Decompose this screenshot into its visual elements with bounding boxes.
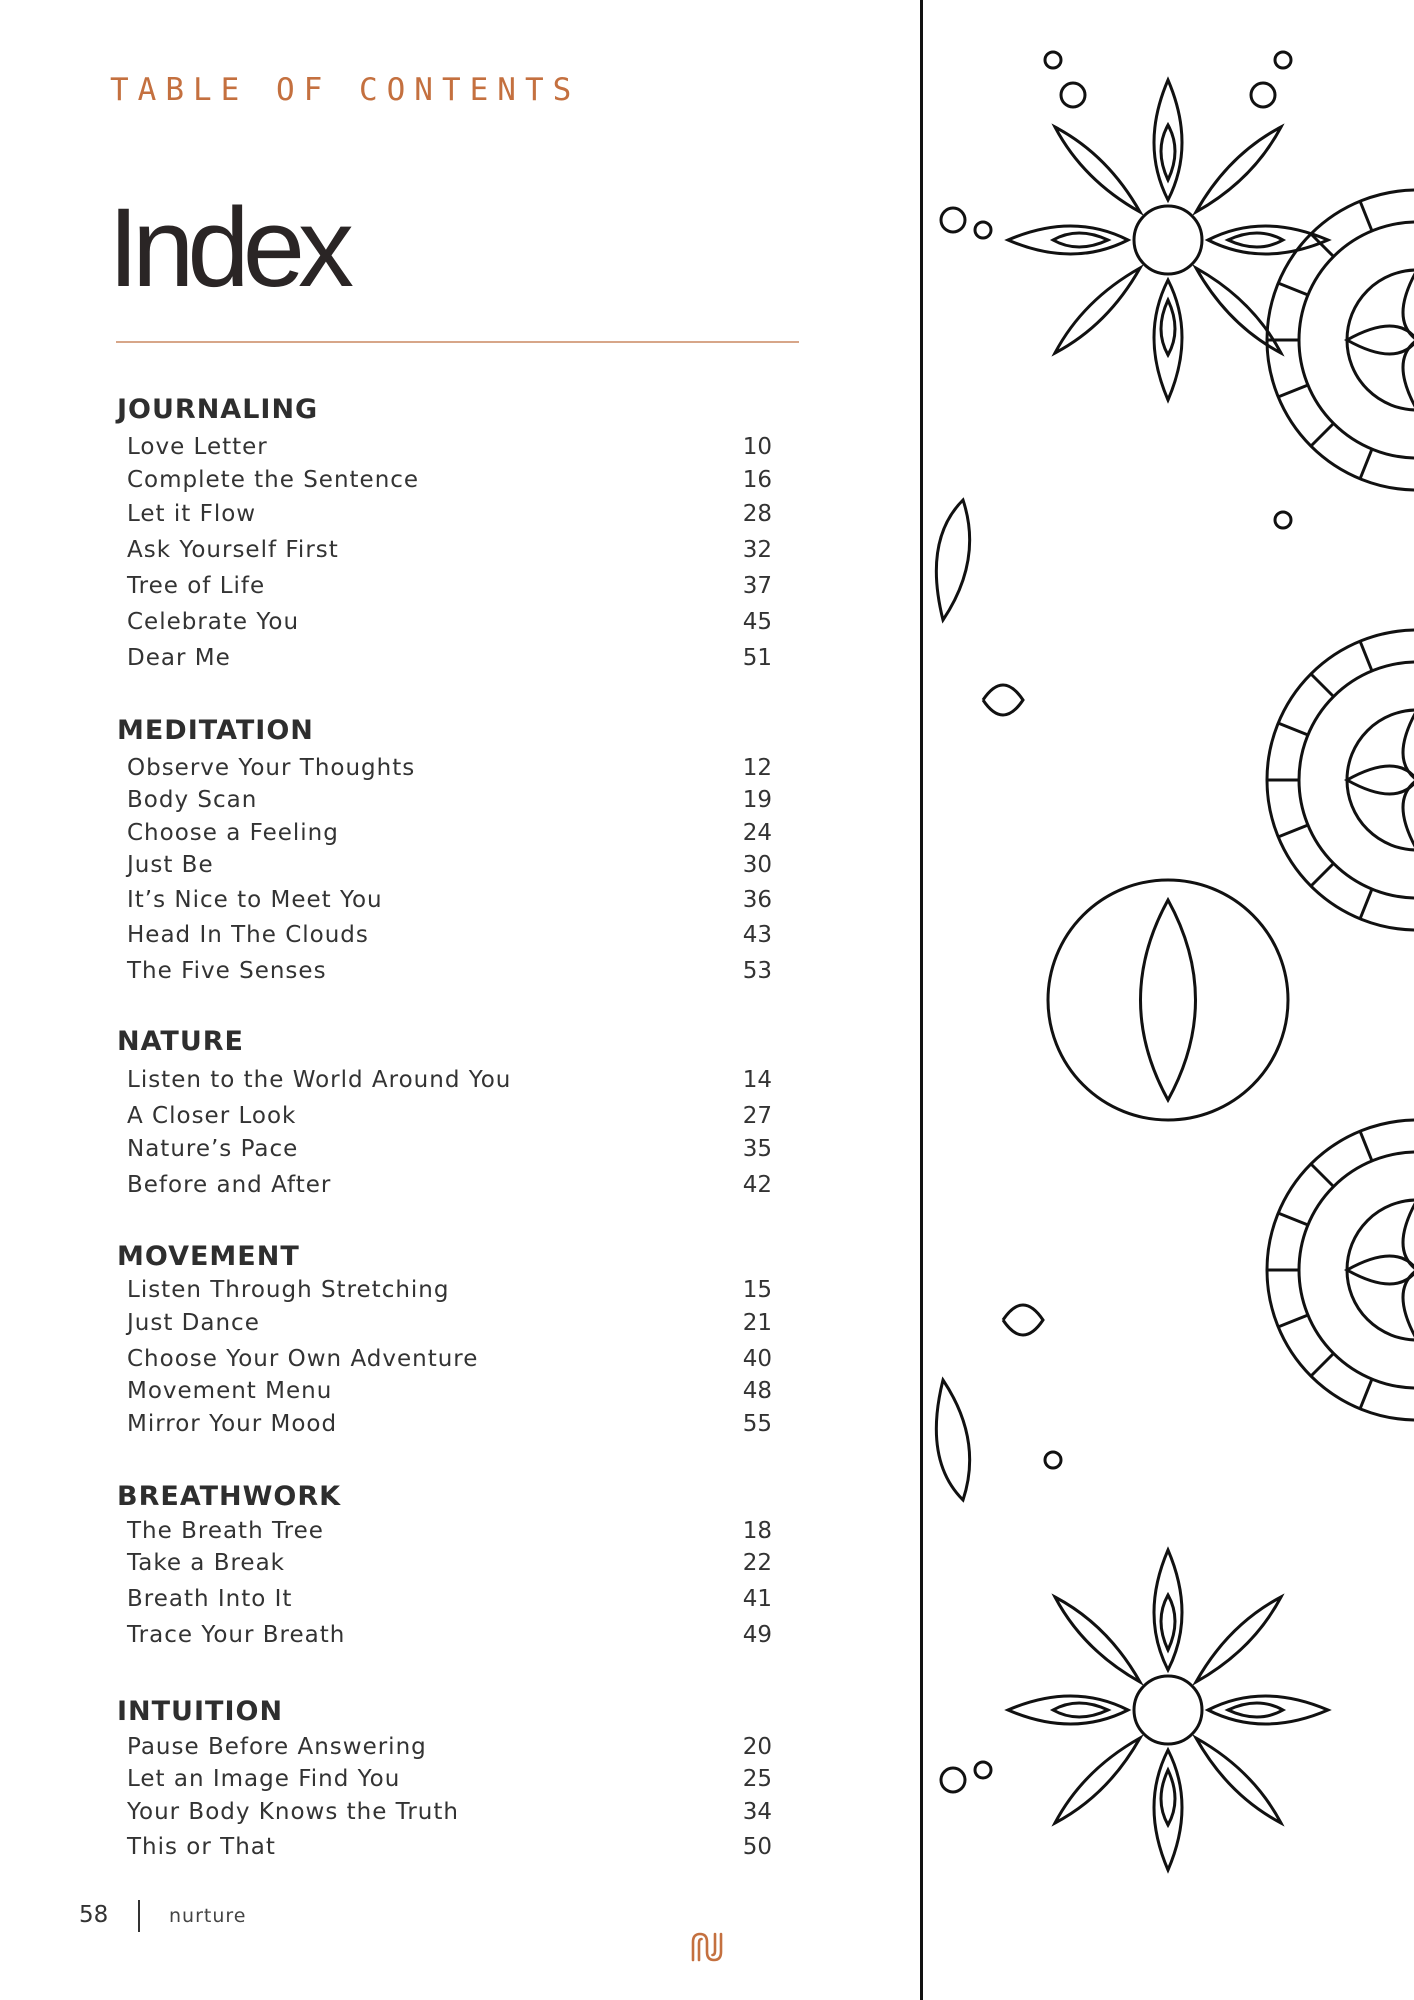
entry-title: Dear Me — [127, 645, 231, 671]
toc-entry[interactable] — [0, 1277, 920, 1307]
entry-title: Movement Menu — [127, 1378, 333, 1404]
toc-entry[interactable] — [0, 1310, 920, 1340]
entry-title: Complete the Sentence — [127, 467, 420, 493]
entry-title: Ask Yourself First — [127, 537, 339, 563]
toc-entry[interactable] — [0, 645, 920, 675]
entry-page: 51 — [742, 645, 772, 671]
page-number: 58 — [79, 1902, 109, 1928]
entry-page: 49 — [742, 1622, 772, 1648]
entry-title: Just Be — [127, 852, 214, 878]
toc-entry[interactable] — [0, 852, 920, 882]
entry-page: 30 — [742, 852, 772, 878]
toc-entry[interactable] — [0, 434, 920, 464]
toc-entry[interactable] — [0, 755, 920, 785]
section-kicker: TABLE OF CONTENTS — [110, 72, 581, 108]
title-divider — [116, 341, 799, 343]
toc-entry[interactable] — [0, 1378, 920, 1408]
page-title: Index — [108, 185, 347, 310]
entry-title: The Breath Tree — [127, 1518, 324, 1544]
toc-entry[interactable] — [0, 787, 920, 817]
toc-entry[interactable] — [0, 1550, 920, 1580]
entry-title: Body Scan — [127, 787, 258, 813]
entry-title: Just Dance — [127, 1310, 260, 1336]
entry-page: 25 — [742, 1766, 772, 1792]
entry-page: 20 — [742, 1734, 772, 1760]
brand-logo-icon — [690, 1930, 724, 1964]
entry-page: 19 — [742, 787, 772, 813]
entry-page: 15 — [742, 1277, 772, 1303]
entry-title: Let it Flow — [127, 501, 257, 527]
entry-page: 27 — [742, 1103, 772, 1129]
toc-entry[interactable] — [0, 1518, 920, 1548]
entry-title: Head In The Clouds — [127, 922, 369, 948]
footer-divider — [138, 1900, 140, 1932]
entry-page: 41 — [742, 1586, 772, 1612]
section-heading: INTUITION — [117, 1696, 284, 1727]
entry-page: 40 — [742, 1346, 772, 1372]
entry-title: Take a Break — [127, 1550, 285, 1576]
entry-title: Love Letter — [127, 434, 268, 460]
entry-page: 55 — [742, 1411, 772, 1437]
toc-entry[interactable] — [0, 1734, 920, 1764]
section-heading: MOVEMENT — [117, 1241, 300, 1272]
entry-title: Let an Image Find You — [127, 1766, 401, 1792]
entry-title: Breath Into It — [127, 1586, 293, 1612]
toc-entry[interactable] — [0, 609, 920, 639]
entry-page: 12 — [742, 755, 772, 781]
toc-entry[interactable] — [0, 1834, 920, 1864]
toc-entry[interactable] — [0, 537, 920, 567]
entry-page: 32 — [742, 537, 772, 563]
toc-entry[interactable] — [0, 501, 920, 531]
entry-title: This or That — [127, 1834, 276, 1860]
entry-title: Celebrate You — [127, 609, 300, 635]
entry-page: 36 — [742, 887, 772, 913]
entry-page: 42 — [742, 1172, 772, 1198]
toc-entry[interactable] — [0, 1411, 920, 1441]
entry-title: A Closer Look — [127, 1103, 297, 1129]
toc-entry[interactable] — [0, 1067, 920, 1097]
entry-page: 16 — [742, 467, 772, 493]
section-heading: BREATHWORK — [117, 1481, 342, 1512]
entry-title: Choose a Feeling — [127, 820, 339, 846]
toc-entry[interactable] — [0, 467, 920, 497]
toc-entry[interactable] — [0, 573, 920, 603]
entry-page: 18 — [742, 1518, 772, 1544]
entry-page: 28 — [742, 501, 772, 527]
brand-name: nurture — [169, 1905, 247, 1927]
toc-entry[interactable] — [0, 1346, 920, 1376]
toc-entry[interactable] — [0, 820, 920, 850]
toc-entry[interactable] — [0, 958, 920, 988]
entry-title: Pause Before Answering — [127, 1734, 427, 1760]
entry-title: Observe Your Thoughts — [127, 755, 416, 781]
toc-entry[interactable] — [0, 1103, 920, 1133]
entry-title: The Five Senses — [127, 958, 327, 984]
toc-entry[interactable] — [0, 887, 920, 917]
entry-page: 10 — [742, 434, 772, 460]
mandala-art — [923, 0, 1414, 2000]
entry-page: 50 — [742, 1834, 772, 1860]
entry-page: 24 — [742, 820, 772, 846]
toc-entry[interactable] — [0, 1766, 920, 1796]
entry-title: Mirror Your Mood — [127, 1411, 338, 1437]
entry-page: 21 — [742, 1310, 772, 1336]
entry-page: 37 — [742, 573, 772, 599]
entry-page: 48 — [742, 1378, 772, 1404]
toc-entry[interactable] — [0, 1136, 920, 1166]
toc-entry[interactable] — [0, 1622, 920, 1652]
mandala-illustration — [920, 0, 1414, 2000]
entry-title: Choose Your Own Adventure — [127, 1346, 479, 1372]
toc-entry[interactable] — [0, 922, 920, 952]
entry-title: Before and After — [127, 1172, 332, 1198]
entry-title: Nature’s Pace — [127, 1136, 299, 1162]
entry-page: 53 — [742, 958, 772, 984]
entry-title: Listen Through Stretching — [127, 1277, 450, 1303]
entry-page: 34 — [742, 1799, 772, 1825]
entry-page: 22 — [742, 1550, 772, 1576]
entry-page: 43 — [742, 922, 772, 948]
section-heading: NATURE — [117, 1026, 244, 1057]
toc-entry[interactable] — [0, 1799, 920, 1829]
toc-entry[interactable] — [0, 1172, 920, 1202]
entry-page: 45 — [742, 609, 772, 635]
entry-title: Your Body Knows the Truth — [127, 1799, 459, 1825]
entry-title: Listen to the World Around You — [127, 1067, 512, 1093]
entry-page: 14 — [742, 1067, 772, 1093]
section-heading: MEDITATION — [117, 715, 314, 746]
section-heading: JOURNALING — [117, 394, 319, 425]
entry-title: It’s Nice to Meet You — [127, 887, 383, 913]
entry-title: Trace Your Breath — [127, 1622, 346, 1648]
entry-title: Tree of Life — [127, 573, 266, 599]
entry-page: 35 — [742, 1136, 772, 1162]
toc-entry[interactable] — [0, 1586, 920, 1616]
